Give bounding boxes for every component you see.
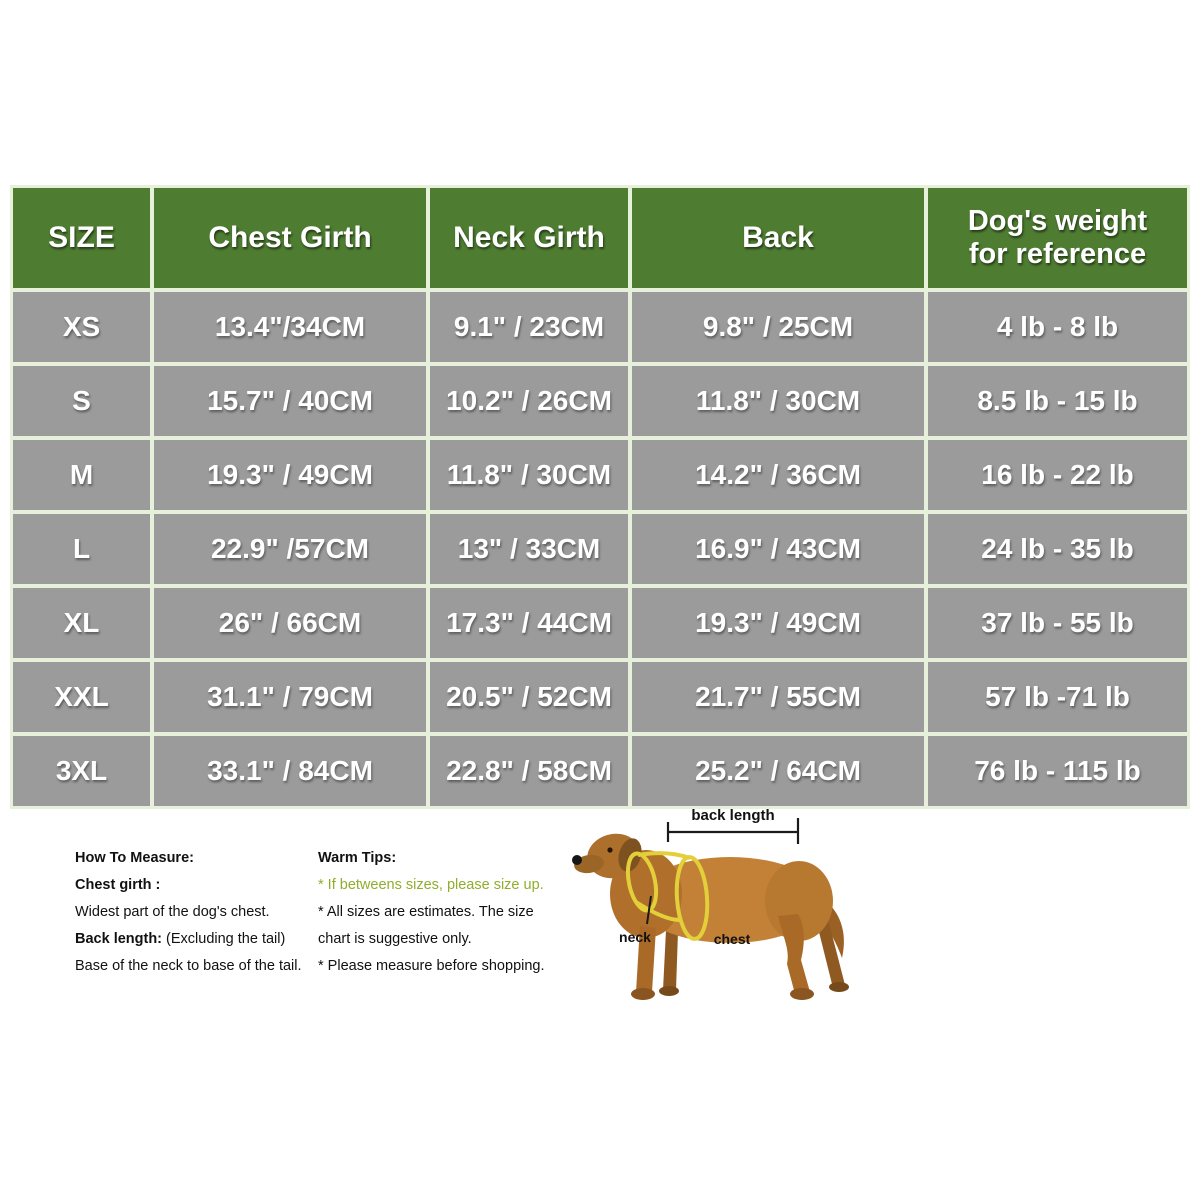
back-length-desc: Base of the neck to base of the tail. — [75, 958, 302, 974]
neck-diagram-label: neck — [619, 929, 651, 945]
cell-neck: 22.8" / 58CM — [430, 736, 628, 806]
cell-chest: 15.7" / 40CM — [154, 366, 426, 436]
tip-measure-first: * Please measure before shopping. — [318, 958, 545, 974]
back-length-label: Back length: — [75, 931, 163, 947]
cell-back: 19.3" / 49CM — [632, 588, 924, 658]
chest-diagram-label: chest — [713, 931, 751, 947]
cell-weight: 8.5 lb - 15 lb — [928, 366, 1187, 436]
cell-back: 16.9" / 43CM — [632, 514, 924, 584]
cell-back: 25.2" / 64CM — [632, 736, 924, 806]
cell-back: 11.8" / 30CM — [632, 366, 924, 436]
header-neck-girth: Neck Girth — [430, 188, 628, 288]
header-size: SIZE — [13, 188, 150, 288]
back-length-diagram-label: back length — [691, 807, 775, 824]
cell-size: XXL — [13, 662, 150, 732]
cell-back: 14.2" / 36CM — [632, 440, 924, 510]
cell-chest: 31.1" / 79CM — [154, 662, 426, 732]
how-to-measure-title: How To Measure: — [75, 850, 194, 866]
tip-estimates-line2: chart is suggestive only. — [318, 931, 472, 947]
cell-weight: 24 lb - 35 lb — [928, 514, 1187, 584]
tip-size-up: * If betweens sizes, please size up. — [318, 877, 544, 893]
chest-girth-label: Chest girth : — [75, 877, 161, 893]
cell-weight: 37 lb - 55 lb — [928, 588, 1187, 658]
cell-weight: 57 lb -71 lb — [928, 662, 1187, 732]
warm-tips-title: Warm Tips: — [318, 850, 397, 866]
cell-chest: 33.1" / 84CM — [154, 736, 426, 806]
warm-tips-block — [318, 845, 568, 980]
how-to-measure-block — [75, 845, 310, 980]
cell-neck: 13" / 33CM — [430, 514, 628, 584]
chest-girth-desc: Widest part of the dog's chest. — [75, 904, 270, 920]
cell-size: S — [13, 366, 150, 436]
cell-size: 3XL — [13, 736, 150, 806]
back-length-line — [75, 926, 310, 953]
cell-neck: 17.3" / 44CM — [430, 588, 628, 658]
dog-measure-diagram — [572, 798, 882, 1023]
cell-neck: 11.8" / 30CM — [430, 440, 628, 510]
cell-back: 9.8" / 25CM — [632, 292, 924, 362]
cell-size: M — [13, 440, 150, 510]
cell-chest: 13.4"/34CM — [154, 292, 426, 362]
cell-weight: 76 lb - 115 lb — [928, 736, 1187, 806]
cell-size: L — [13, 514, 150, 584]
header-chest-girth: Chest Girth — [154, 188, 426, 288]
cell-weight: 16 lb - 22 lb — [928, 440, 1187, 510]
cell-chest: 19.3" / 49CM — [154, 440, 426, 510]
cell-weight: 4 lb - 8 lb — [928, 292, 1187, 362]
cell-neck: 20.5" / 52CM — [430, 662, 628, 732]
cell-neck: 10.2" / 26CM — [430, 366, 628, 436]
cell-neck: 9.1" / 23CM — [430, 292, 628, 362]
cell-chest: 26" / 66CM — [154, 588, 426, 658]
header-back: Back — [632, 188, 924, 288]
cell-back: 21.7" / 55CM — [632, 662, 924, 732]
dog-illustration — [572, 829, 849, 1000]
header-weight: Dog's weight for reference — [928, 188, 1187, 288]
cell-size: XL — [13, 588, 150, 658]
tip-estimates-line1: * All sizes are estimates. The size — [318, 904, 534, 920]
cell-size: XS — [13, 292, 150, 362]
cell-chest: 22.9" /57CM — [154, 514, 426, 584]
back-length-note: (Excluding the tail) — [162, 931, 286, 947]
size-table — [10, 185, 1190, 809]
